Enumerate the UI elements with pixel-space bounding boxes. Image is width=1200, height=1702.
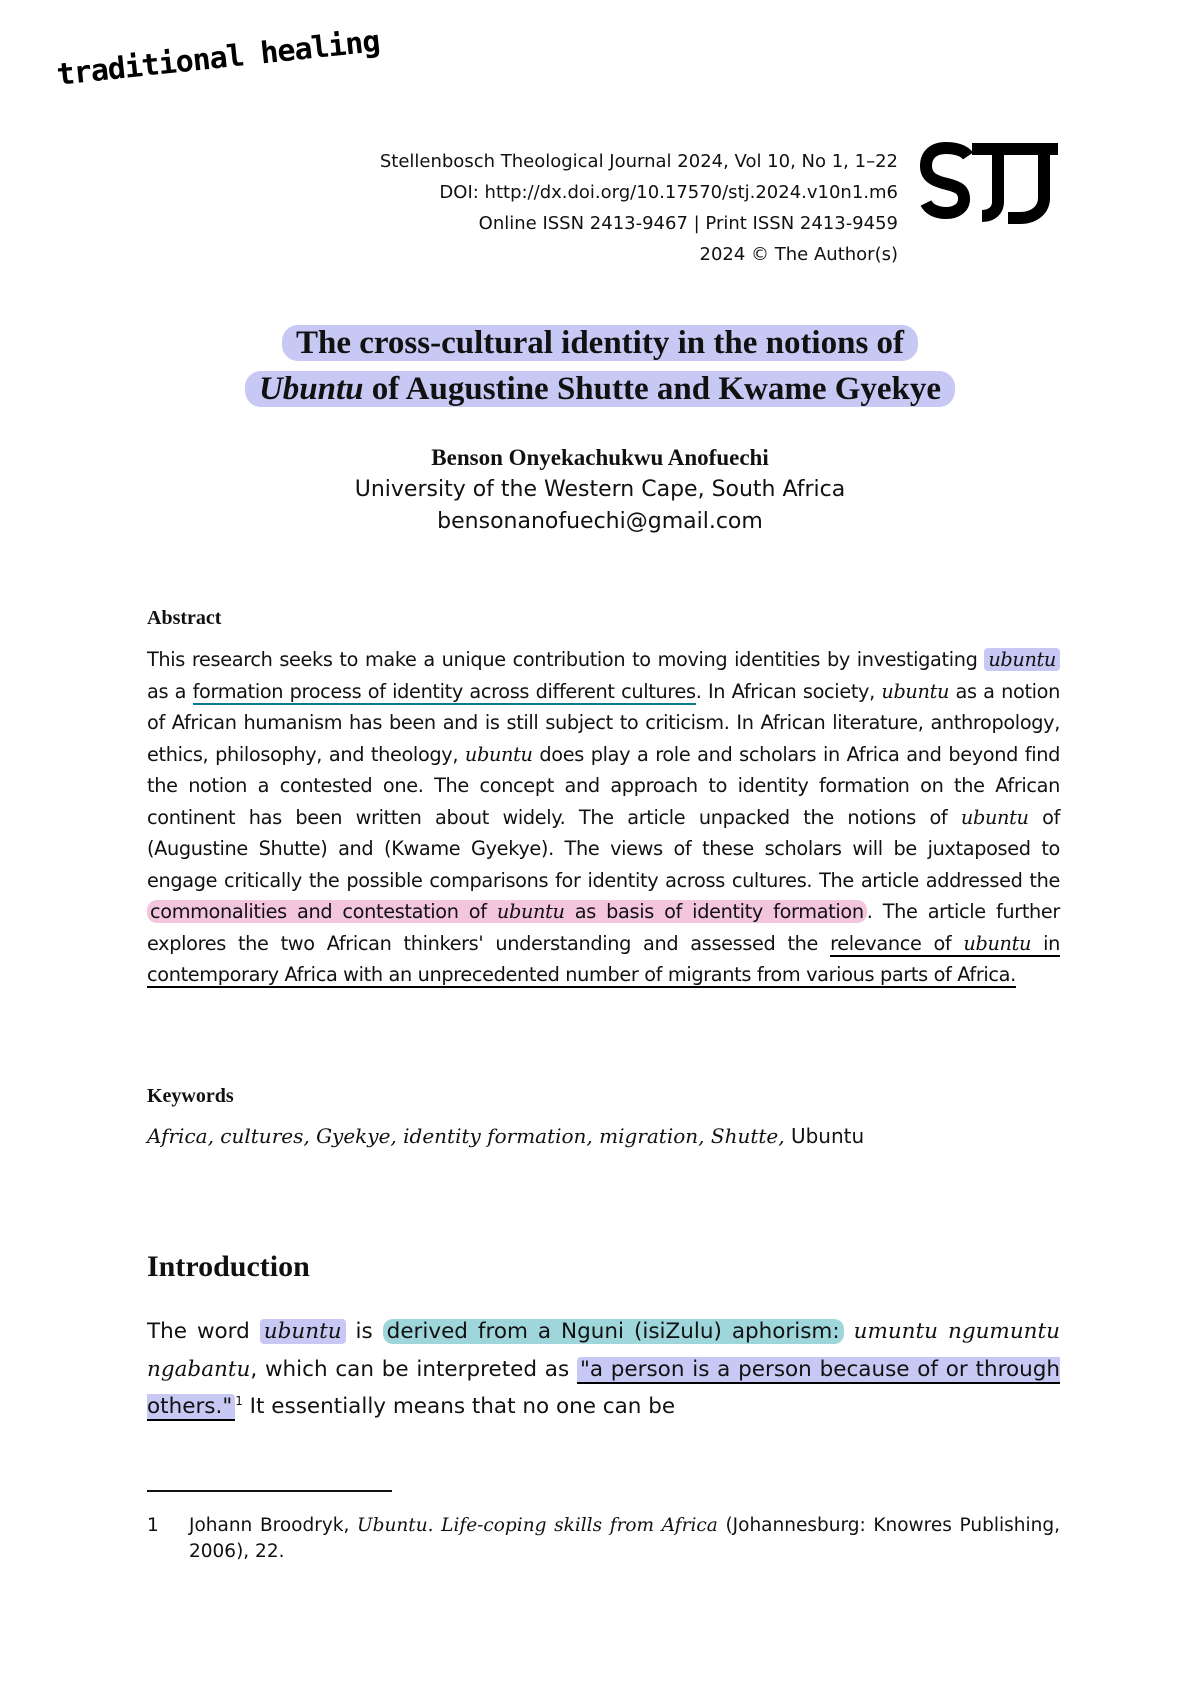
title-line-1: The cross-cultural identity in the notions of — [282, 325, 918, 361]
footnote-1: 1 Johann Broodryk, Ubuntu. Life-coping skills from Africa (Johannesburg: Knowres Publishing, 2006), 22. — [147, 1515, 1060, 1562]
annotation-underline: formation process of identity across different cultures — [192, 679, 696, 703]
author-block — [200, 442, 1000, 538]
annotation-underline-black: relevance of ubuntu in contemporary Africa with an unprecedented number of migrants from various parts of Africa. — [147, 931, 1061, 986]
journal-doi[interactable]: DOI: http://dx.doi.org/10.17570/stj.2024.v10n1.m6 — [439, 182, 898, 203]
author-affiliation: University of the Western Cape, South Africa — [354, 477, 846, 502]
title-ubuntu: Ubuntu — [258, 371, 364, 407]
annotation-highlight-teal: derived from a Nguni (isiZulu) aphorism: — [383, 1319, 844, 1344]
article-title — [100, 320, 1100, 412]
annotation-quote-highlight: "a person is a person because of or through others." — [147, 1356, 1060, 1419]
journal-copyright: 2024 © The Author(s) — [699, 244, 898, 265]
author-name: Benson Onyekachukwu Anofuechi — [431, 445, 769, 470]
handwritten-note: traditional healing — [55, 24, 382, 93]
title-line-2: Ubuntu of Augustine Shutte and Kwame Gyekye — [245, 371, 955, 407]
abstract-label: Abstract — [147, 607, 222, 629]
stj-logo-icon — [920, 142, 1058, 234]
annotation-highlight-pink: commonalities and contestation of ubuntu as basis of identity formation — [147, 900, 867, 923]
journal-info — [338, 146, 898, 270]
footnote-divider — [147, 1490, 392, 1492]
abstract-text: This research seeks to make a unique contribution to moving identities by investigating ubuntu as a formation process of identity across different cultures. In African society, ubuntu as a notion of African humanism has been and is still subject to criticism. In African literature, anthropology, ethics, philosophy, and theology, ubuntu does play a role and scholars in Africa and beyond find the notion a contested one. The concept and approach to identity formation on the African continent has been written about widely. The article unpacked the notions of ubuntu of (Augustine Shutte) and (Kwame Gyekye). The views of these scholars will be juxtaposed to engage critically the possible comparisons for identity across cultures. The article addressed the commonalities and contestation of ubuntu as basis of identity formation . The article further explores the two African thinkers' understanding and assessed the relevance of ubuntu in contemporary Africa with an unprecedented number of migrants from various parts of Africa. — [147, 648, 1061, 986]
introduction-heading: Introduction — [147, 1250, 310, 1283]
introduction-text: The word ubuntu is derived from a Nguni (isiZulu) aphorism: umuntu ngumuntu ngabantu, which can be interpreted as "a person is a person because of or through others." $^1$ It essentially means that no one can be — [147, 1319, 1060, 1419]
author-email[interactable]: bensonanofuechi@gmail.com — [437, 509, 763, 534]
journal-issn: Online ISSN 2413-9467 | Print ISSN 2413-9459 — [478, 213, 898, 234]
keywords-label: Keywords — [147, 1085, 234, 1107]
journal-citation: Stellenbosch Theological Journal 2024, Vol 10, No 1, 1–22 — [379, 151, 898, 172]
footnote-ref[interactable]: 1 — [235, 1393, 243, 1408]
keywords-text: Africa, cultures, Gyekye, identity formation, migration, Shutte, Ubuntu — [147, 1124, 865, 1148]
